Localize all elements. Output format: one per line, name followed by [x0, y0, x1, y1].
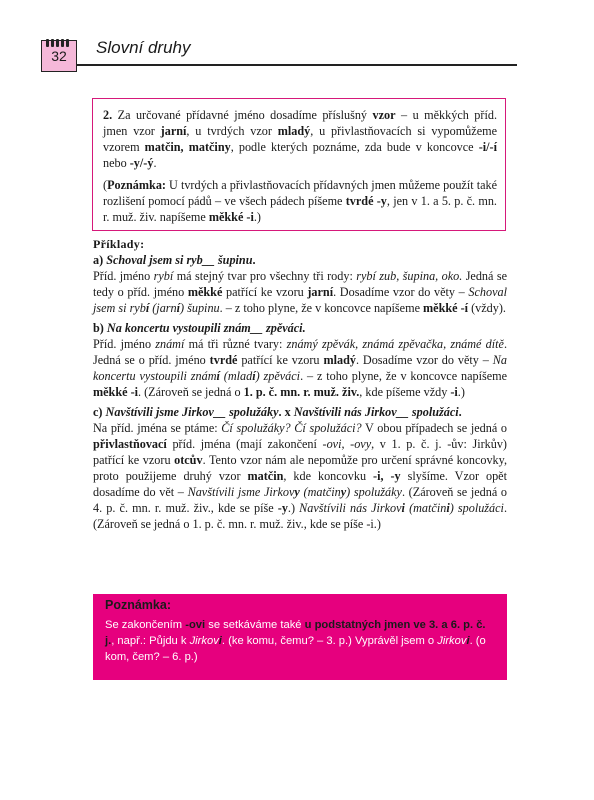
page-number: 32 — [51, 48, 67, 64]
rule-paragraph: 2. Za určované přídavné jméno dosadíme příslušný vzor – u měkkých příd. jmen vzor jarní, u tvrdých vzor mladý, u přivlastňovacích si vypomůžeme vzorem matčin, matčiny, podle kterých poznáme, zda bude v koncovce -i/-í nebo -y/-ý. — [103, 108, 497, 170]
rule-note: (Poznámka: U tvrdých a přivlastňovacích přídavných jmen můžeme použít také rozlišení pomocí pádů – ve všech pádech píšeme tvrdé -y, jen v 1. a 5. p. č. mn. r. muž. živ. napíšeme měkké -i.) — [103, 178, 497, 224]
header-divider — [77, 64, 517, 66]
chapter-title: Slovní druhy — [96, 38, 191, 57]
page-number-badge — [41, 40, 77, 72]
rule-box — [92, 98, 506, 231]
example-c-text: Na příd. jména se ptáme: Čí spolužáky? Čí spolužáci? V obou případech se jedná o přivlastňovací příd. jména (mají zakončení -ovi, -ovy, v 1. p. č. j. -ův: Jirkův) patřící ke vzoru otcův. Tento vzor nám ale nepomůže pro určení správné koncovky, proto použijeme druhý vzor matčin, kde koncovku -i, -y slyšíme. Vzor opět dosadíme do vět – Navštívili jsme Jirkovy (matčiny) spolužáky. (Zároveň se jedná o 4. p. č. mn. r. muž. živ., kde se píše -y.) Navštívili nás Jirkovi (matčini) spolužáci. (Zároveň se jedná o 1. p. č. mn. r. muž. živ., kde se píše -i.) — [93, 421, 508, 531]
note-text: Se zakončením -ovi se setkáváme také u podstatných jmen ve 3. a 6. p. č. j., např.: Půjdu k Jirkovi. (ke komu, čemu? – 3. p.) Vyprávěl jsem o Jirkovi. (o kom, čem? – 6. p.) — [105, 619, 486, 663]
spiral-binding-icon — [46, 34, 72, 42]
example-a-text: Příd. jméno rybí má stejný tvar pro všechny tři rody: rybí zub, šupina, oko. Jedná se tedy o příd. jméno měkké patřící ke vzoru jarní. Dosadíme vzor do věty – Schoval jsem si rybí (jarní) šupinu. – z toho plyne, že v koncovce napíšeme měkké -í (vždy). — [93, 269, 508, 315]
examples-section — [93, 236, 507, 532]
note-title: Poznámka: — [105, 598, 171, 612]
example-b-text: Příd. jméno známí má tři různé tvary: známý zpěvák, známá zpěvačka, známé dítě. Jedná se o příd. jméno tvrdé patřící ke vzoru mladý. Dosadíme vzor do věty – Na koncertu vystoupili známí (mladí) zpěváci. – z toho plyne, že v koncovce napíšeme měkké -i. (Zároveň se jedná o 1. p. č. mn. r. muž. živ., kde píšeme vždy -i.) — [93, 337, 508, 399]
note-box — [93, 594, 507, 680]
example-a-title: a) Schoval jsem si ryb__ šupinu. — [93, 253, 256, 267]
example-c-title: c) Navštívili jsme Jirkov__ spolužáky. x Navštívili nás Jirkov__ spolužáci. — [93, 405, 462, 419]
example-b-title: b) Na koncertu vystoupili znám__ zpěváci. — [93, 321, 306, 335]
examples-heading: Příklady: — [93, 237, 145, 251]
